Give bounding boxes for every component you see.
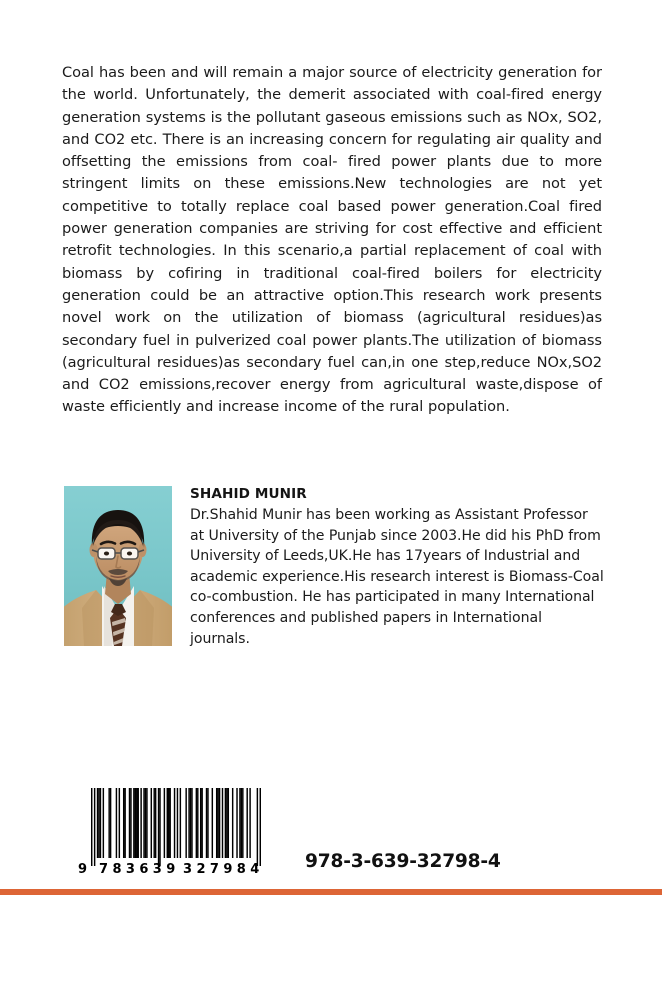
barcode-lead-digit: 9 (78, 862, 88, 877)
ean13-barcode-icon (77, 786, 267, 878)
barcode-right-digits: 327984 (183, 862, 264, 877)
isbn-number: 978-3-639-32798-4 (305, 851, 501, 872)
author-portrait-photo (64, 486, 172, 646)
author-info (190, 485, 604, 649)
barcode-left-digits: 783639 (99, 862, 180, 877)
author-name: SHAHID MUNIR (190, 486, 307, 502)
author-bio: Dr.Shahid Munir has been working as Assistant Professor at University of the Punjab since 2003.He did his PhD from University of Leeds,UK.He has 17years of Industrial and academic experience.His research interest is Biomass-Coal co-combustion. He has participated in many International conferences and published papers in International journals. (190, 507, 604, 647)
bottom-accent-rule (0, 889, 662, 895)
author-portrait-photo-icon (64, 486, 172, 646)
ean13-barcode (77, 786, 267, 878)
abstract-paragraph: Coal has been and will remain a major source of electricity generation for the world. Unfortunately, the demerit associated with coal-fired energy generation systems is the pollutant gaseous emissions such as NOx, SO2, and CO2 etc. There is an increasing concern for regulating air quality and offsetting the emissions from coal- fired power plants due to more stringent limits on these emissions.New technologies are not yet competitive to totally replace coal based power generation.Coal fired power generation companies are striving for cost effective and efficient retrofit technologies. In this scenario,a partial replacement of coal with biomass by cofiring in traditional coal-fired boilers for electricity generation could be an attractive option.This research work presents novel work on the utilization of biomass (agricultural residues)as secondary fuel in pulverized coal power plants.The utilization of biomass (agricultural residues)as secondary fuel can,in one step,reduce NOx,SO2 and CO2 emissions,recover energy from agricultural waste,dispose of waste efficiently and increase income of the rural population. (62, 64, 602, 416)
abstract-block (62, 62, 602, 419)
